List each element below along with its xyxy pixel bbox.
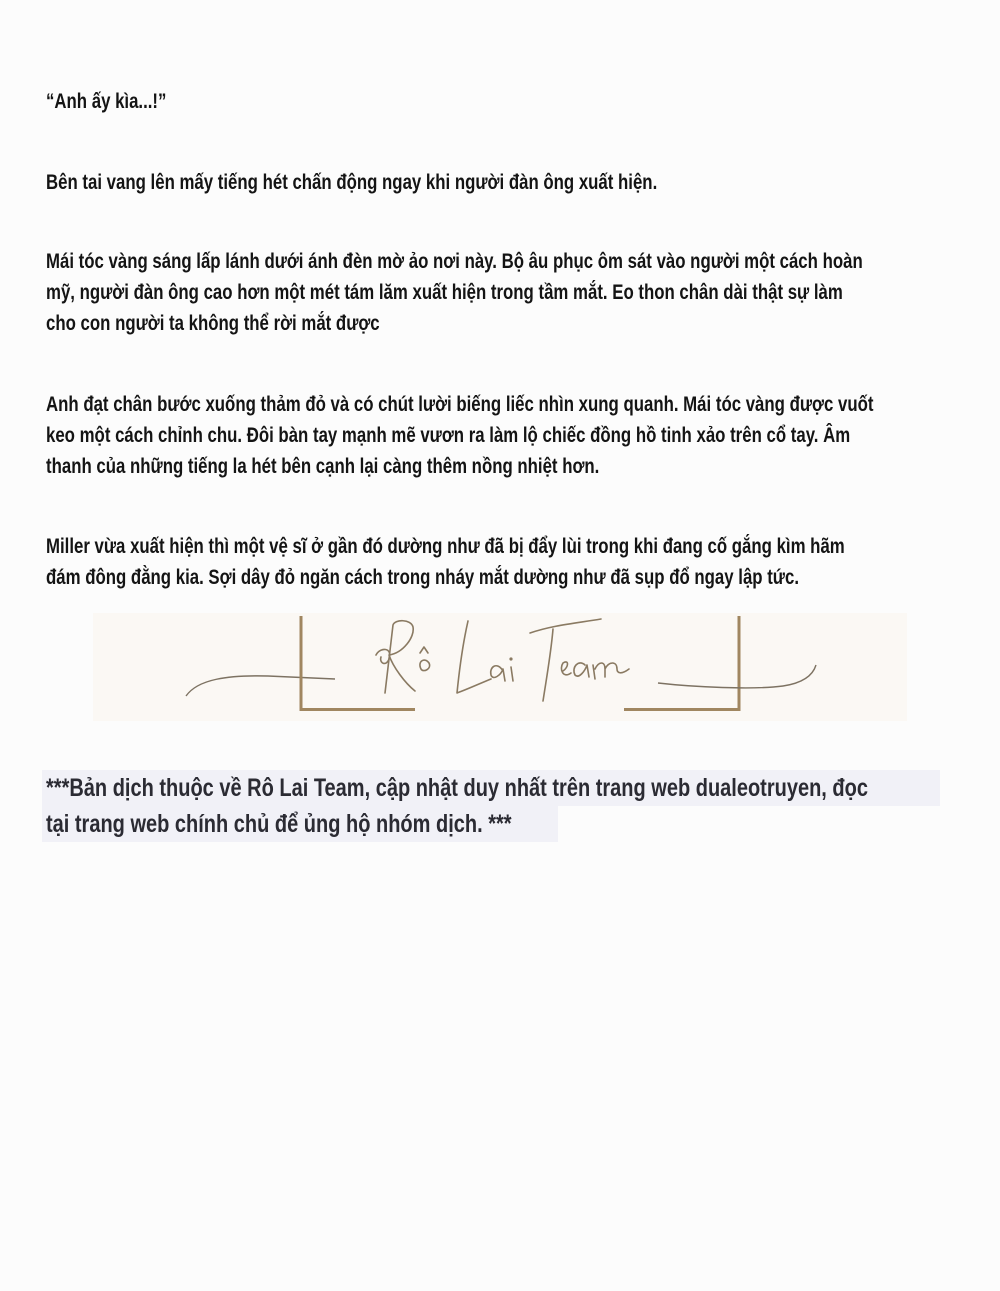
- paragraph-line: đám đông đằng kia. Sợi dây đỏ ngăn cách trong nháy mắt dường như đã sụp đổ ngay lập tức.: [46, 566, 799, 589]
- right-swoosh-line: [658, 665, 816, 688]
- disclaimer-highlight-line-2: [42, 806, 558, 842]
- script-logo-text: [376, 619, 629, 701]
- paragraph-line: Mái tóc vàng sáng lấp lánh dưới ánh đèn mờ ảo nơi này. Bộ âu phục ôm sát vào người một cách hoàn: [46, 250, 863, 273]
- disclaimer-highlight-line-1: [42, 770, 940, 806]
- paragraph-line: keo một cách chỉnh chu. Đôi bàn tay mạnh mẽ vươn ra làm lộ chiếc đồng hồ tinh xảo trên cổ tay. Âm: [46, 424, 851, 447]
- paragraph-dialogue: “Anh ấy kìa...!”: [46, 90, 167, 113]
- paragraph-line: thanh của những tiếng la hét bên cạnh lại càng thêm nồng nhiệt hơn.: [46, 455, 600, 478]
- team-logo-graphic: [93, 613, 907, 721]
- paragraph-line: Bên tai vang lên mấy tiếng hét chấn động ngay khi người đàn ông xuất hiện.: [46, 171, 658, 194]
- team-logo-banner: [93, 613, 907, 721]
- paragraph-line: Anh đạt chân bước xuống thảm đỏ và có chút lười biếng liếc nhìn xung quanh. Mái tóc vàng được vuốt: [46, 393, 874, 416]
- paragraph-line: Miller vừa xuất hiện thì một vệ sĩ ở gần đó dường như đã bị đẩy lùi trong khi đang cố gắng kìm hãm: [46, 535, 845, 558]
- paragraph-line: mỹ, người đàn ông cao hơn một mét tám lăm xuất hiện trong tầm mắt. Eo thon chân dài thật sự làm: [46, 281, 843, 304]
- paragraph-line: cho con người ta không thể rời mắt được: [46, 312, 380, 335]
- disclaimer-text: tại trang web chính chủ để ủng hộ nhóm dịch. ***: [46, 810, 512, 838]
- disclaimer-text: ***Bản dịch thuộc về Rô Lai Team, cập nhật duy nhất trên trang web dualeotruyen, đọc: [46, 774, 868, 802]
- left-swoosh-line: [186, 676, 335, 696]
